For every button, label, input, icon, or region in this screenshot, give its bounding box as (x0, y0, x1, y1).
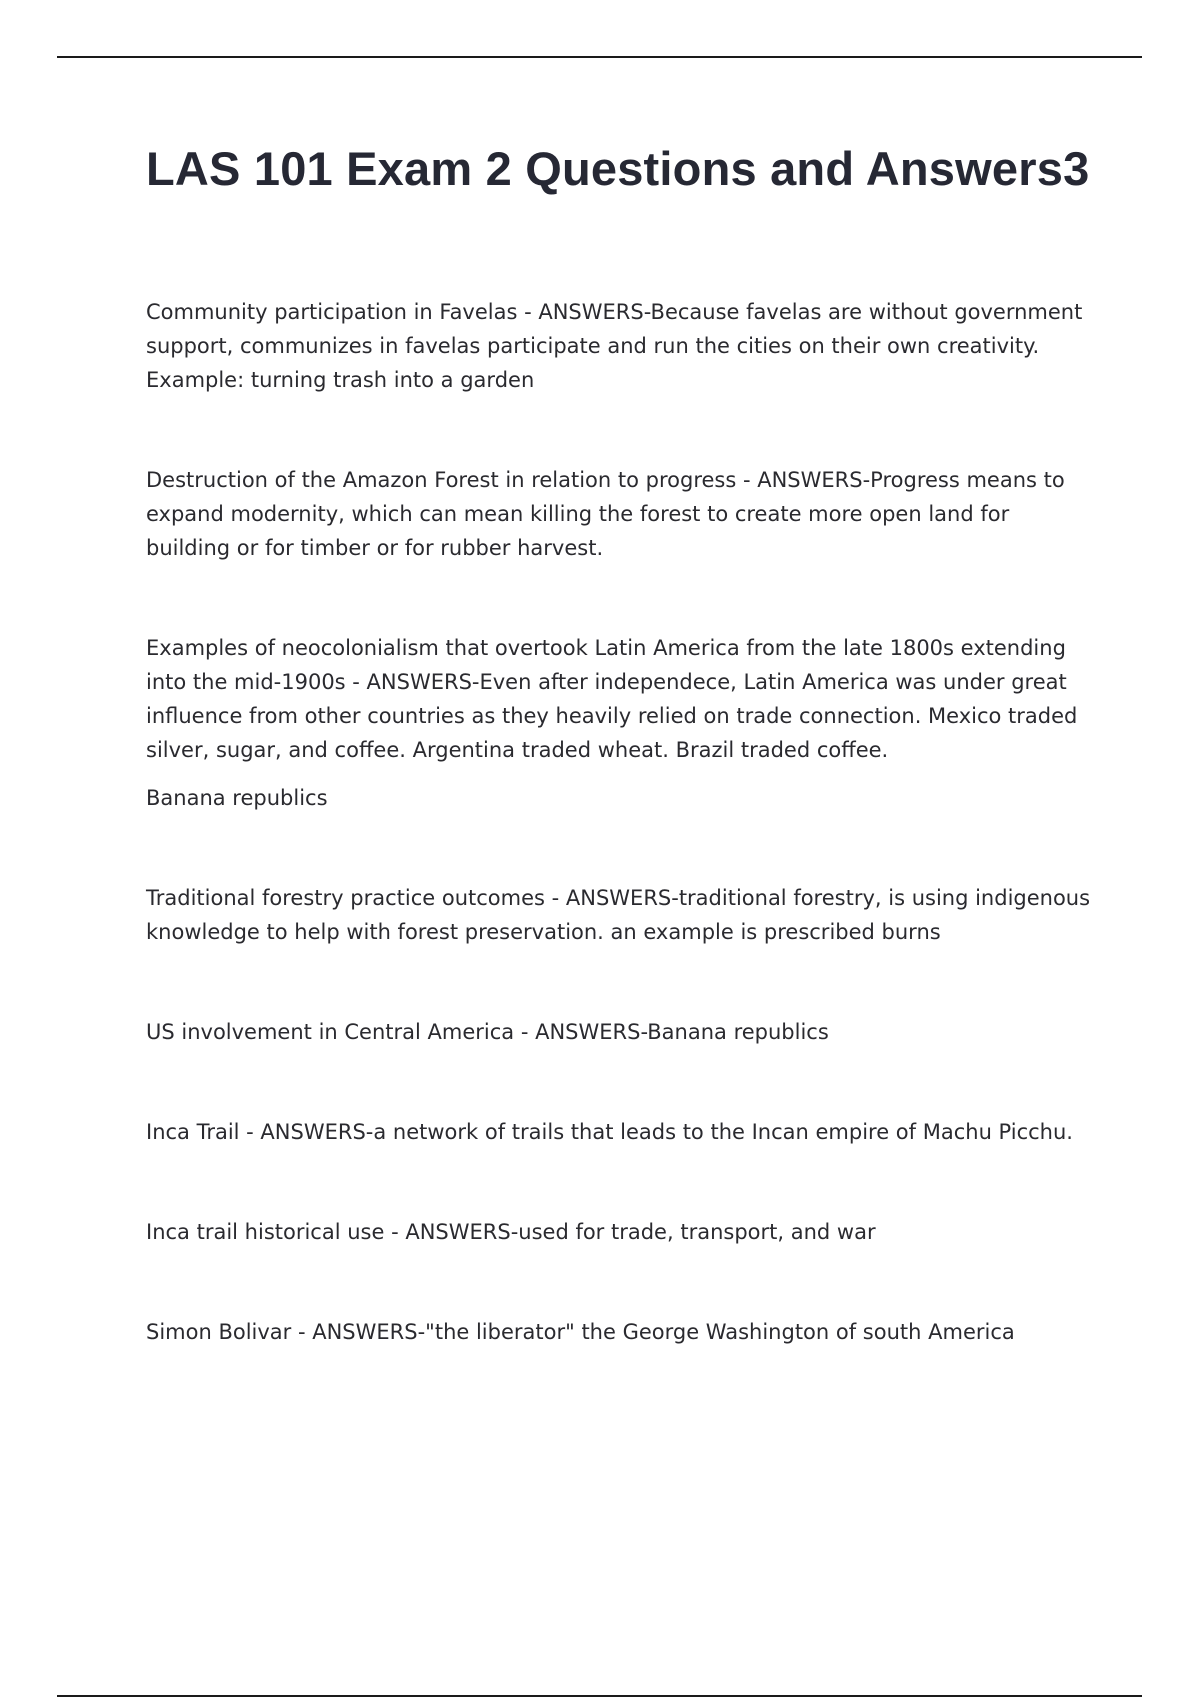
document-title: LAS 101 Exam 2 Questions and Answers3 (146, 142, 1090, 195)
qa-entry-us-involvement (146, 1015, 1096, 1049)
bottom-rule (57, 1695, 1142, 1697)
qa-extra-text: Banana republics (146, 786, 328, 810)
qa-text: Examples of neocolonialism that overtook Latin America from the late 1800s extending into the mid-1900s - ANSWERS-Even after independece, Latin America was under great influence from other countries as they heavily relied on trade connection. Mexico traded silver, sugar, and coffee. Argentina traded wheat. Brazil traded coffee. (146, 636, 1078, 762)
qa-list (146, 295, 1096, 1349)
qa-entry-simon-bolivar (146, 1315, 1096, 1349)
qa-entry-neocolonialism (146, 631, 1096, 815)
qa-entry-favelas (146, 295, 1096, 397)
qa-text: Destruction of the Amazon Forest in relation to progress - ANSWERS-Progress means to expand modernity, which can mean killing the forest to create more open land for building or for timber or for rubber harvest. (146, 468, 1065, 560)
qa-text: Community participation in Favelas - ANSWERS-Because favelas are without government support, communizes in favelas participate and run the cities on their own creativity. Example: turning trash into a garden (146, 300, 1083, 392)
qa-entry-amazon (146, 463, 1096, 565)
qa-entry-inca-trail-use (146, 1215, 1096, 1249)
qa-entry-forestry (146, 881, 1096, 949)
qa-text: Traditional forestry practice outcomes - ANSWERS-traditional forestry, is using indigenous knowledge to help with forest preservation. an example is prescribed burns (146, 886, 1091, 944)
qa-text: US involvement in Central America - ANSWERS-Banana republics (146, 1020, 829, 1044)
qa-text: Inca Trail - ANSWERS-a network of trails that leads to the Incan empire of Machu Picchu. (146, 1120, 1073, 1144)
qa-entry-inca-trail (146, 1115, 1096, 1149)
qa-text: Inca trail historical use - ANSWERS-used for trade, transport, and war (146, 1220, 876, 1244)
top-rule (57, 56, 1142, 58)
document-body (146, 140, 1096, 1415)
qa-text: Simon Bolivar - ANSWERS-"the liberator" the George Washington of south America (146, 1320, 1015, 1344)
